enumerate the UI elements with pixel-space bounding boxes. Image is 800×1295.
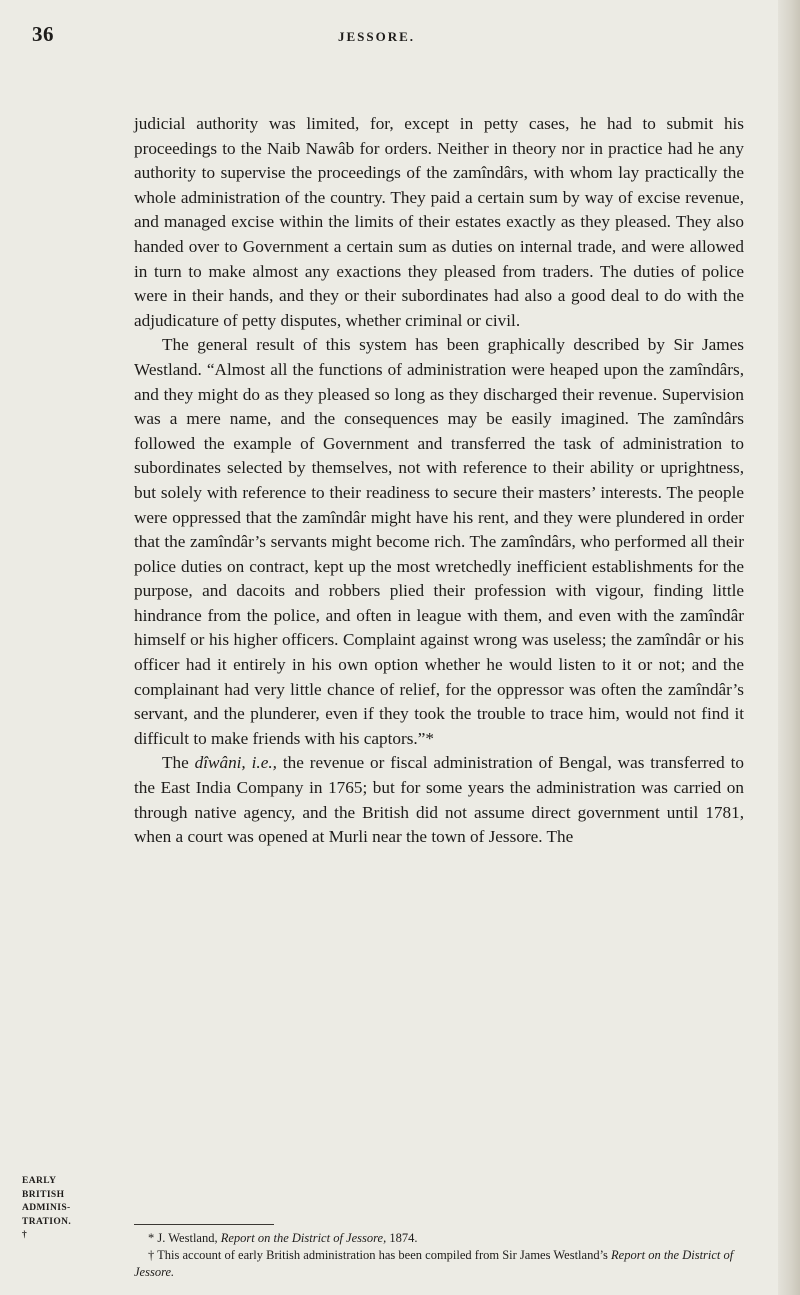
footnote-1-year: 1874.	[389, 1231, 418, 1245]
abbrev-ie: i.e.,	[251, 753, 277, 773]
footnote-1-author: J. Westland,	[157, 1231, 218, 1245]
footnote-2-mark: †	[148, 1248, 155, 1262]
paragraph-3	[134, 751, 744, 849]
paragraph-3-intro: The	[162, 753, 189, 773]
paragraph-2: The general result of this system has been graphically described by Sir James Westland. “Almost all the functions of administration were heaped upon the zamîndârs, and they might do as they pleased so long as they discharged their revenue. Supervision was a mere name, and the consequences may be easily imagined. The zamîndârs followed the example of Government and transferred the task of administration to subordinates selected by themselves, not with reference to their ability or uprightness, but solely with reference to their readiness to secure their masters’ interests. The people were oppressed that the zamîndâr might have his rent, and they were plundered in order that the zamîndâr’s servants might become rich. The zamîndârs, who performed all their police duties on contract, kept up the most wretchedly inefficient establishments for the purpose, and dacoits and robbers plied their profession with vigour, finding little hindrance from the police, and often in league with them, and even with the zamîndâr himself or his higher officers. Complaint against wrong was useless; the zamîndâr or his officer had it entirely in his own option whether he would listen to it or not; and the complainant had very little chance of relief, for the oppressor was often the zamîndâr’s servant, and the plunderer, even if they took the trouble to trace him, would not find it difficult to make friends with his captors.”*	[134, 335, 744, 748]
margin-note-line-1: EARLY	[22, 1176, 57, 1186]
margin-note	[22, 1175, 122, 1243]
footnote-1-title: Report on the District of Jessore,	[220, 1231, 387, 1245]
margin-note-line-2: BRITISH	[22, 1189, 65, 1200]
running-head	[0, 22, 800, 48]
page-number: 36	[32, 22, 54, 46]
paragraph-3-text: the revenue or fiscal administration of Bengal, was transferred to the East India Company in 1765; but for some years the administration was carried on through native agency, and the British did not assume direct government until 1781, when a court was opened at Murli near the town of Jessore. The	[134, 753, 745, 847]
paragraph-1: judicial authority was limited, for, except in petty cases, he had to submit his proceedings to the Naib Nawâb for orders. Neither in theory nor in practice had he any authority to supervise the proceedings of the zamîndârs, with whom lay practically the whole administration of the country. They paid a certain sum by way of excise revenue, and managed excise within the limits of their estates exactly as they pleased. They also handed over to Government a certain sum as duties on internal trade, and were allowed in turn to make almost any exactions they pleased from traders. The duties of police were in their hands, and they or their subordinates had also a good deal to do with the adjudicature of petty disputes, whether criminal or civil.	[134, 114, 744, 330]
margin-note-line-3: ADMINIS-	[22, 1203, 71, 1213]
footnote-2-text: This account of early British administration has been compiled from Sir James Westland’s	[157, 1248, 608, 1262]
margin-note-line-4	[22, 1216, 122, 1243]
footnote-2-title: Report on the District of Jessore.	[134, 1248, 734, 1279]
margin-note-line-4-text: TRATION.	[22, 1216, 72, 1227]
page-edge-shadow	[778, 0, 800, 1295]
running-header-title: JESSORE.	[338, 29, 416, 44]
footnotes	[134, 1230, 744, 1281]
footnote-rule	[134, 1224, 274, 1225]
footnote-1	[134, 1230, 744, 1247]
footnote-1-mark: *	[148, 1231, 155, 1245]
footnote-2	[134, 1247, 744, 1281]
term-diwani: dîwâni,	[194, 753, 246, 773]
body-text	[134, 112, 744, 850]
footnote-dagger-ref: †	[22, 1230, 28, 1240]
